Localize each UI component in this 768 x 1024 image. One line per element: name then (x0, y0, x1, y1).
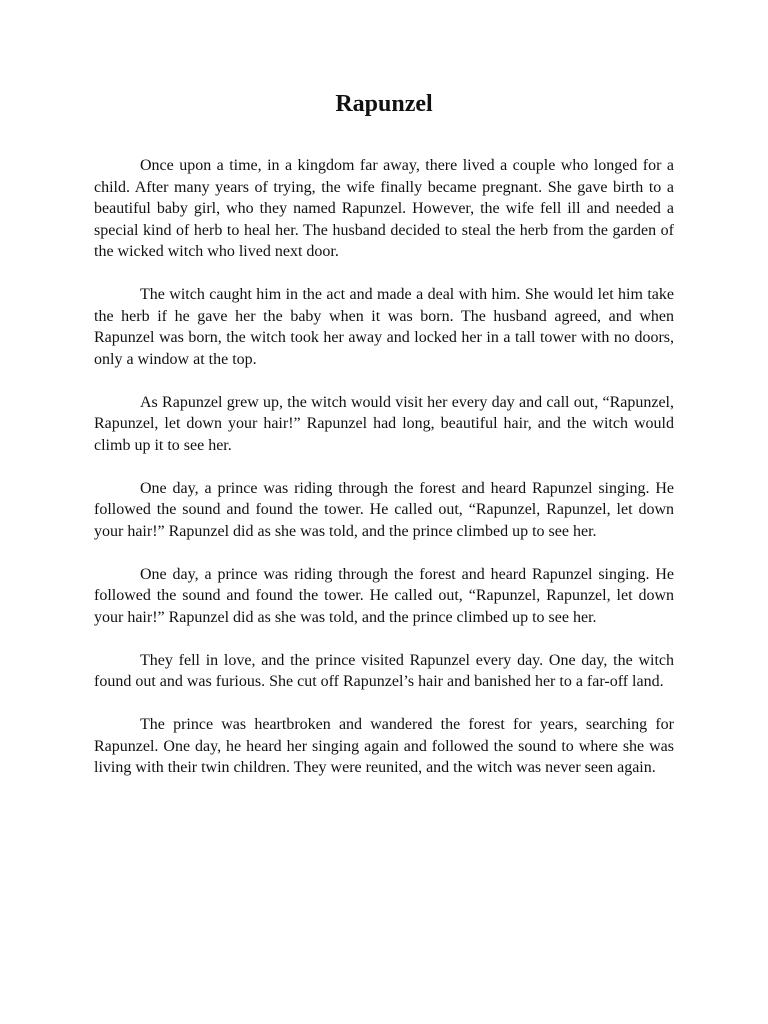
paragraph-5: One day, a prince was riding through the forest and heard Rapunzel singing. He followed the sound and found the tower. He called out, “Rapunzel, Rapunzel, let down your hair!” Rapunzel did as she was told, and the prince climbed up to see her. (94, 565, 674, 626)
paragraph-1: Once upon a time, in a kingdom far away, there lived a couple who longed for a child. After many years of trying, the wife finally became pregnant. She gave birth to a beautiful baby girl, who they named Rapunzel. However, the wife fell ill and needed a special kind of herb to heal her. The husband decided to steal the herb from the garden of the wicked witch who lived next door. (94, 157, 674, 260)
paragraph-4: One day, a prince was riding through the forest and heard Rapunzel singing. He followed the sound and found the tower. He called out, “Rapunzel, Rapunzel, let down your hair!” Rapunzel did as she was told, and the prince climbed up to see her. (94, 479, 674, 540)
paragraph-7: The prince was heartbroken and wandered the forest for years, searching for Rapunzel. One day, he heard her singing again and followed the sound to where she was living with their twin children. They were reunited, and the witch was never seen again. (94, 716, 674, 776)
paragraph-6: They fell in love, and the prince visited Rapunzel every day. One day, the witch found out and was furious. She cut off Rapunzel’s hair and banished her to a far-off land. (94, 651, 674, 690)
document-body (94, 155, 674, 800)
paragraph-2: The witch caught him in the act and made a deal with him. She would let him take the herb if he gave her the baby when it was born. The husband agreed, and when Rapunzel was born, the witch took her away and locked her in a tall tower with no doors, only a window at the top. (94, 286, 674, 368)
document-title: Rapunzel (335, 91, 433, 117)
paragraph-3: As Rapunzel grew up, the witch would visit her every day and call out, “Rapunzel, Rapunzel, let down your hair!” Rapunzel had long, beautiful hair, and the witch would climb up it to see her. (94, 393, 674, 454)
